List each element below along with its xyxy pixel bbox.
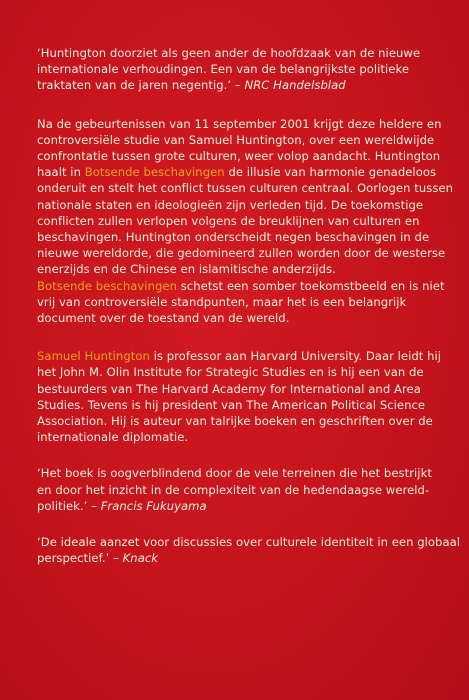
blurb-line: Na de gebeurtenissen van 11 september 2001 krijgt deze heldere en <box>37 116 442 131</box>
blurb-line: nationale staten en ideologieën zijn verleden tijd. De toekomstige <box>37 197 424 212</box>
quote-source: NRC Handelsblad <box>244 78 346 93</box>
quote-source: Francis Fukuyama <box>100 498 207 513</box>
blurb-line: nieuwe wereldorde, die gedomineerd zullen worden door de westerse <box>37 246 446 261</box>
author-bio <box>37 348 469 445</box>
blurb-line: confrontatie tussen grote culturen, weer volop aandacht. Huntington <box>37 149 441 164</box>
blurb-line: haalt in Botsende beschavingen de illusie van harmonie genadeloos <box>37 165 437 180</box>
bio-line: Studies. Tevens is hij president van The American Political Science <box>37 397 426 412</box>
blurb-line: controversiële studie van Samuel Huntington, over een wereldwijde <box>37 132 435 147</box>
quote-line: politiek.’ – Francis Fukuyama <box>37 498 207 513</box>
quote-line: internationale verhoudingen. Een van de belangrijkste politieke <box>37 62 409 77</box>
back-cover-text <box>37 45 469 566</box>
blurb-line: beschavingen. Huntington onderscheidt negen beschavingen in de <box>37 230 430 245</box>
blurb-line: vrij van controversiële standpunten, maar het is een belangrijk <box>37 294 407 309</box>
bio-line: Association. Hij is auteur van talrijke boeken en geschriften over de <box>37 414 433 429</box>
quote-knack <box>37 534 469 566</box>
blurb-line: onderuit en stelt het conflict tussen culturen centraal. Oorlogen tussen <box>37 181 453 196</box>
quote-source: Knack <box>122 551 159 566</box>
book-title-highlight: Botsende beschavingen <box>84 165 225 180</box>
blurb-paragraph <box>37 116 469 327</box>
blurb-line: conflicten zullen verlopen volgens de breuklijnen van culturen en <box>37 213 420 228</box>
quote-line: ‘De ideale aanzet voor discussies over culturele identiteit in een globaal <box>37 535 461 550</box>
blurb-line: Botsende beschavingen schetst een somber toekomstbeeld en is niet <box>37 278 445 293</box>
blurb-line: enerzijds en de Chinese en islamitische anderzijds. <box>37 262 336 277</box>
blurb-line: document over de toestand van de wereld. <box>37 311 290 326</box>
quote-line: ‘Het boek is oogverblindend door de vele terreinen die het bestrijkt <box>37 466 432 481</box>
quote-line: traktaten van de jaren negentig.’ – NRC Handelsblad <box>37 78 346 93</box>
bio-line: bestuurders van The Harvard Academy for International and Area <box>37 381 421 396</box>
quote-line: perspectief.’ – Knack <box>37 551 159 566</box>
author-name-highlight: Samuel Huntington <box>37 349 150 364</box>
quote-line: en door het inzicht in de complexiteit van de hedendaagse wereld- <box>37 482 430 497</box>
quote-line: ‘Huntington doorziet als geen ander de hoofdzaak van de nieuwe <box>37 46 421 60</box>
book-title-highlight: Botsende beschavingen <box>37 278 177 293</box>
quote-fukuyama <box>37 465 469 514</box>
bio-line: het John M. Olin Institute for Strategic Studies en is hij een van de <box>37 365 424 380</box>
quote-nrc <box>37 45 469 94</box>
bio-line: Samuel Huntington is professor aan Harvard University. Daar leidt hij <box>37 349 442 364</box>
bio-line: internationale diplomatie. <box>37 430 189 445</box>
